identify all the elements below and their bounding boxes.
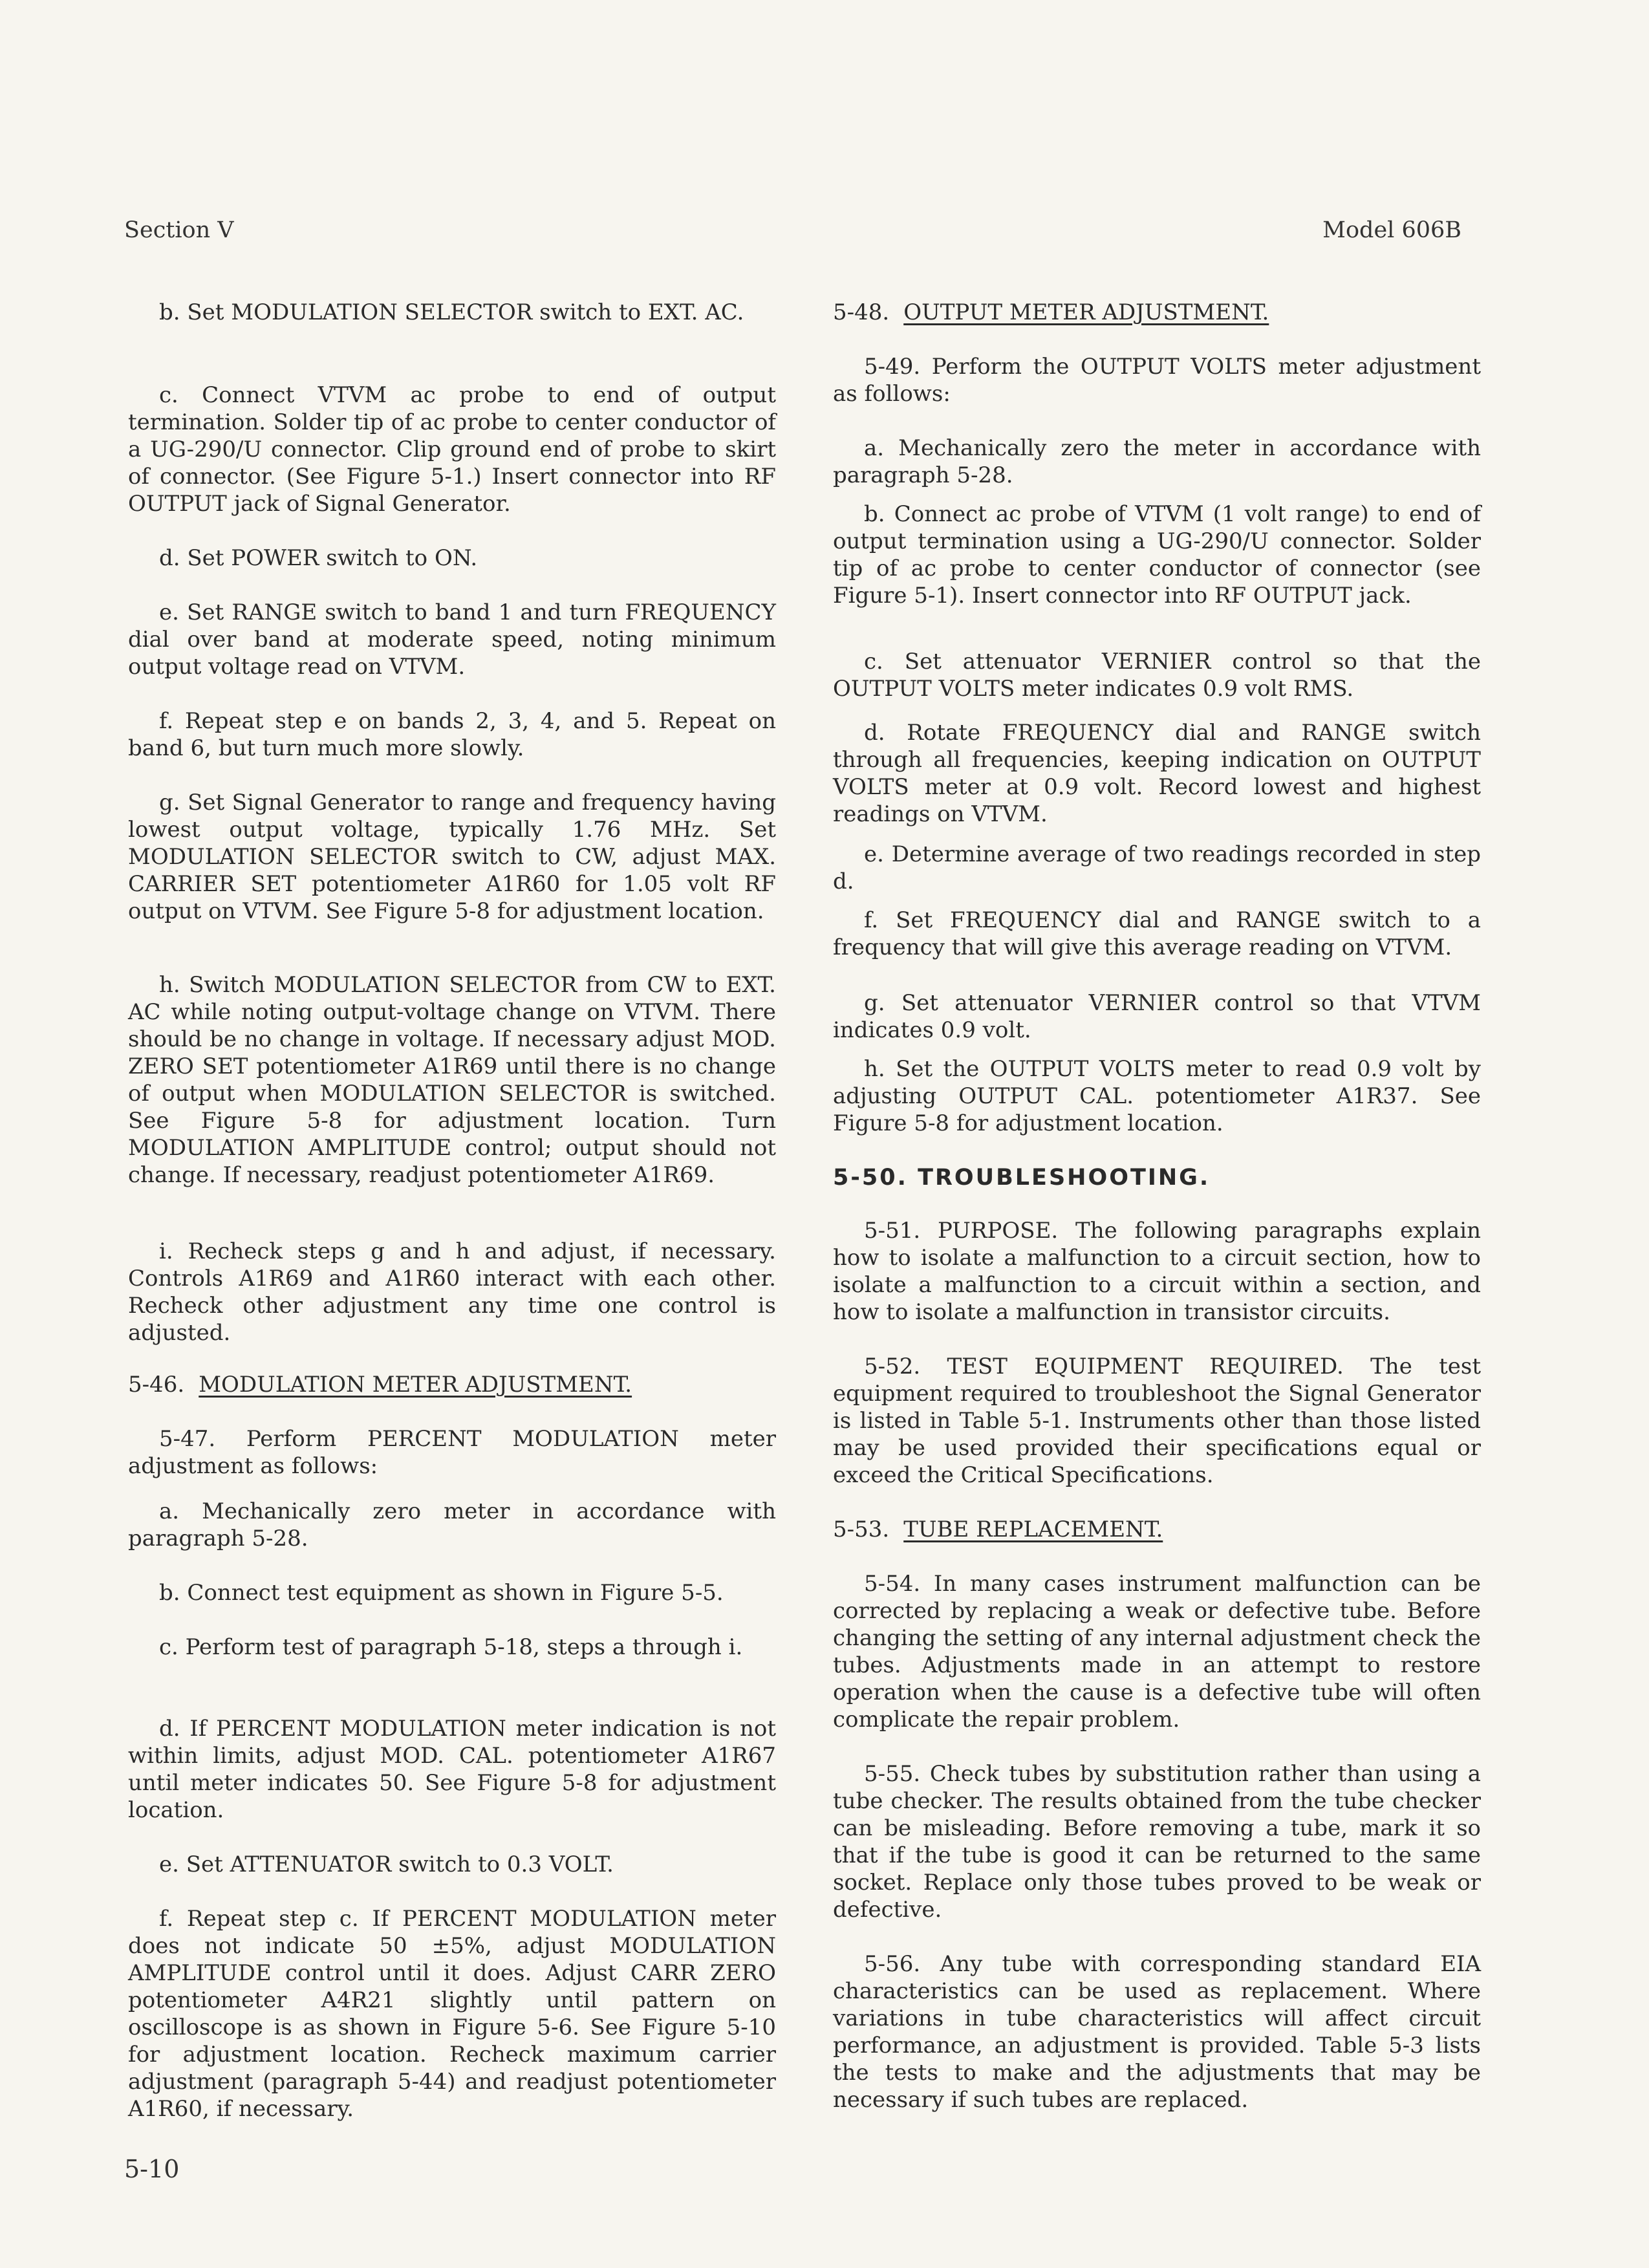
troubleshooting-heading: 5-50. TROUBLESHOOTING.: [833, 1165, 1211, 1191]
step-a2-paragraph: a. Mechanically zero meter in accordance with paragraph 5-28.: [128, 1498, 776, 1551]
step-f2-paragraph: f. Repeat step c. If PERCENT MODULATION meter does not indicate 50 ±5%, adjust MODULATION AMPLITUDE control until it does. Adjust CARR ZERO potentiometer A4R21 slightly until pattern on oscilloscope is as shown in Figure 5-6. See Figure 5-10 for adjustment location. Recheck maximum carrier adjustment (paragraph 5-44) and readjust potentiometer A1R60, if necessary.: [128, 1906, 776, 2122]
step-a-paragraph: a. Mechanically zero the meter in accordance with paragraph 5-28.: [833, 435, 1481, 488]
step-e-paragraph: e. Set RANGE switch to band 1 and turn FREQUENCY dial over band at moderate speed, noting minimum output voltage read on VTVM.: [128, 599, 776, 680]
step-e2-paragraph: e. Set ATTENUATOR switch to 0.3 VOLT.: [159, 1852, 614, 1877]
tube-replacement-heading: [833, 1516, 1481, 1543]
heading-number: 5-48.: [833, 299, 890, 325]
step-g-paragraph: g. Set Signal Generator to range and frequency having lowest output voltage, typically 1.76 MHz. Set MODULATION SELECTOR switch to CW, adjust MAX. CARRIER SET potentiometer A1R60 for 1.05 volt RF output on VTVM. See Figure 5-8 for adjustment location.: [128, 790, 776, 924]
paragraph-5-54: 5-54. In many cases instrument malfunction can be corrected by replacing a weak or defective tube. Before changing the setting of any internal adjustment check the tubes. Adjustments made in an attempt to restore operation when the cause is a defective tube will often complicate the repair problem.: [833, 1571, 1481, 1733]
step-i-paragraph: i. Recheck steps g and h and adjust, if necessary. Controls A1R69 and A1R60 interact with each other. Recheck other adjustment any time one control is adjusted.: [128, 1238, 776, 1346]
step-h-paragraph: h. Set the OUTPUT VOLTS meter to read 0.9 volt by adjusting OUTPUT CAL. potentiometer A1R37. See Figure 5-8 for adjustment location.: [833, 1056, 1481, 1136]
model-label: Model 606B: [1322, 217, 1461, 243]
step-b-paragraph: b. Set MODULATION SELECTOR switch to EXT. AC.: [159, 299, 744, 325]
step-b2-paragraph: b. Connect test equipment as shown in Figure 5-5.: [159, 1580, 724, 1606]
heading-title: TUBE REPLACEMENT.: [903, 1517, 1163, 1542]
paragraph-5-49: 5-49. Perform the OUTPUT VOLTS meter adjustment as follows:: [833, 354, 1481, 407]
heading-number: 5-46.: [128, 1372, 185, 1398]
paragraph-5-52: 5-52. TEST EQUIPMENT REQUIRED. The test equipment required to troubleshoot the Signal Generator is listed in Table 5-1. Instruments other than those listed may be used provided their specifications equal or exceed the Critical Specifications.: [833, 1354, 1481, 1488]
heading-title: MODULATION METER ADJUSTMENT.: [199, 1372, 632, 1398]
step-c2-paragraph: c. Perform test of paragraph 5-18, steps a through i.: [159, 1634, 743, 1660]
paragraph-5-51: 5-51. PURPOSE. The following paragraphs explain how to isolate a malfunction to a circuit section, how to isolate a malfunction to a circuit within a section, and how to isolate a malfunction in transistor circuits.: [833, 1218, 1481, 1325]
step-e-paragraph: e. Determine average of two readings recorded in step d.: [833, 841, 1481, 894]
step-f-paragraph: f. Repeat step e on bands 2, 3, 4, and 5. Repeat on band 6, but turn much more slowly.: [128, 708, 776, 761]
output-meter-heading: [833, 299, 1481, 326]
paragraph-5-47: 5-47. Perform PERCENT MODULATION meter adjustment as follows:: [128, 1426, 776, 1479]
step-d2-paragraph: d. If PERCENT MODULATION meter indication is not within limits, adjust MOD. CAL. potentiometer A1R67 until meter indicates 50. See Figure 5-8 for adjustment location.: [128, 1716, 776, 1823]
heading-number: 5-53.: [833, 1517, 890, 1542]
page-number: 5-10: [124, 2155, 180, 2183]
step-d-paragraph: d. Rotate FREQUENCY dial and RANGE switch through all frequencies, keeping indication on OUTPUT VOLTS meter at 0.9 volt. Record lowest and highest readings on VTVM.: [833, 720, 1481, 827]
step-g-paragraph: g. Set attenuator VERNIER control so that VTVM indicates 0.9 volt.: [833, 990, 1481, 1043]
paragraph-5-56: 5-56. Any tube with corresponding standard EIA characteristics can be used as replacement. Where variations in tube characteristics will affect circuit performance, an adjustment is provided. Table 5-3 lists the tests to make and the adjustments that may be necessary if such tubes are replaced.: [833, 1951, 1481, 2113]
paragraph-5-55: 5-55. Check tubes by substitution rather than using a tube checker. The results obtained from the tube checker can be misleading. Before removing a tube, mark it so that if the tube is good it can be returned to the same socket. Replace only those tubes proved to be weak or defective.: [833, 1761, 1481, 1923]
heading-title: OUTPUT METER ADJUSTMENT.: [903, 299, 1269, 325]
section-label: Section V: [124, 217, 234, 243]
step-b-paragraph: b. Connect ac probe of VTVM (1 volt range) to end of output termination using a UG-290/U connector. Solder tip of ac probe to center conductor of connector (see Figure 5-1). Insert connector into RF OUTPUT jack.: [833, 501, 1481, 609]
step-c-paragraph: c. Connect VTVM ac probe to end of output termination. Solder tip of ac probe to center conductor of a UG-290/U connector. Clip ground end of probe to skirt of connector. (See Figure 5-1.) Insert connector into RF OUTPUT jack of Signal Generator.: [128, 382, 776, 517]
step-d-paragraph: d. Set POWER switch to ON.: [159, 545, 478, 571]
step-h-paragraph: h. Switch MODULATION SELECTOR from CW to EXT. AC while noting output-voltage change on VTVM. There should be no change in voltage. If necessary adjust MOD. ZERO SET potentiometer A1R69 until there is no change of output when MODULATION SELECTOR is switched. See Figure 5-8 for adjustment location. Turn MODULATION AMPLITUDE control; output should not change. If necessary, readjust potentiometer A1R69.: [128, 972, 776, 1188]
modulation-meter-heading: [128, 1371, 776, 1398]
step-c-paragraph: c. Set attenuator VERNIER control so that the OUTPUT VOLTS meter indicates 0.9 volt RMS.: [833, 649, 1481, 702]
step-f-paragraph: f. Set FREQUENCY dial and RANGE switch to a frequency that will give this average reading on VTVM.: [833, 907, 1481, 960]
